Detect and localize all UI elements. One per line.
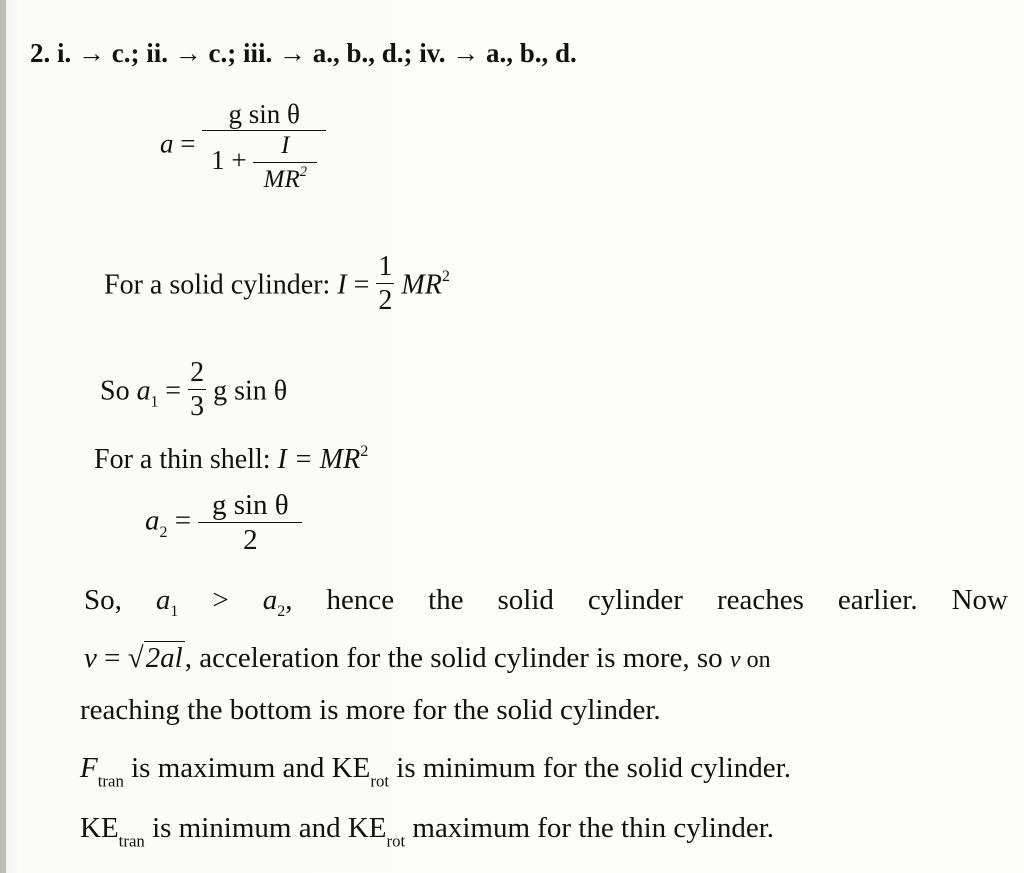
ftran-sub2: rot [370,771,390,791]
solid-text: For a solid cylinder: [104,269,338,301]
so-a1-rest: g sin θ [206,375,288,407]
fraction-bar [198,522,302,523]
para-line2-rest: , acceleration for the solid cylinder is more, so [184,642,730,674]
para-gt: > [178,584,263,616]
eq-a2-sub: 2 [159,523,168,541]
page-edge [0,0,6,873]
so-a1-so: So [100,375,137,407]
eq-a-denominator [202,133,326,192]
eq-a-equals: = [180,128,196,159]
shell-I: I [277,444,287,476]
inner-den-text: MR [263,165,300,193]
answer-number: 2. [30,38,51,68]
solid-num: 1 [378,251,393,282]
paragraph-line-3 [80,694,661,727]
answer-mapping-line [30,38,577,69]
shell-text: For a thin shell: [94,444,278,476]
eq-a-inner-num: I [281,132,290,160]
para-a2-sub: 2 [277,603,286,621]
eq-a2-num: g sin θ [211,489,289,521]
ketran-sub2: rot [386,831,406,851]
solid-sup: 2 [441,267,450,286]
so-a1-line [100,358,287,422]
inner-den-sup: 2 [299,163,308,180]
para-line3: reaching the bottom is more for the solid cylinder. [80,694,661,726]
fraction-bar [188,389,206,390]
ftran-mid: is maximum and KE [123,752,371,784]
solid-den: 2 [378,285,393,317]
ftran-F: F [80,752,98,784]
so-a1-fraction [188,358,206,422]
ketran-KE: KE [80,812,119,844]
para-v2: v [729,647,741,673]
equation-acceleration [160,100,326,193]
para-radicand: 2al [145,642,183,674]
para-v: v [84,642,97,674]
solid-cylinder-line [104,252,450,316]
so-a1-sub: 1 [150,393,159,411]
para-a2: a [262,584,278,616]
fraction-bar [376,283,394,284]
eq-a2-fraction [198,490,302,556]
para-a1: a [155,584,171,616]
solid-mr: MR [394,269,442,301]
para-sqrt: = √ [96,642,144,674]
fraction-bar [202,130,326,131]
paragraph-line-1 [84,584,1008,621]
ftran-sub: tran [97,771,124,791]
eq-a-inner-den [253,165,317,193]
ketran-rest: maximum for the thin cylinder. [405,812,775,844]
eq-a2-eq: = [167,504,199,537]
para-a1-sub: 1 [170,603,179,621]
solid-eq: = [346,269,377,301]
shell-rest: = MR [286,444,361,476]
shell-sup: 2 [360,442,369,460]
fraction-bar [253,162,317,163]
ftran-rest: is minimum for the solid cylinder. [389,752,791,784]
para-line1-rest: , hence the solid cylinder reaches earlier. Now [285,584,1008,616]
eq-a-numerator: g sin θ [228,99,300,129]
eq-a-inner-fraction [253,133,317,192]
eq-a2-den: 2 [243,524,258,557]
so-a1-num: 2 [190,357,205,388]
so-a1-den: 3 [190,391,205,423]
answer-mapping: i. → c.; ii. → c.; iii. → a., b., d.; iv. → a., b., d. [57,38,577,68]
ketran-mid: is minimum and KE [144,812,387,844]
so-a1-a: a [136,375,151,407]
eq-a-fraction [202,100,326,193]
para-so: So, [84,584,156,616]
paragraph-line-2 [84,642,771,675]
ftran-line [80,752,791,791]
solid-I: I [337,269,347,301]
so-a1-eq: = [158,375,189,407]
para-on: on [740,647,771,673]
ketran-sub: tran [118,831,145,851]
thin-shell-line [94,442,368,476]
ketran-line [80,812,774,851]
eq-a-lhs: a [160,128,174,159]
equation-a2 [145,490,302,556]
eq-a-den-one: 1 + [211,145,247,176]
eq-a2-a: a [145,504,160,537]
solid-fraction [376,252,394,316]
